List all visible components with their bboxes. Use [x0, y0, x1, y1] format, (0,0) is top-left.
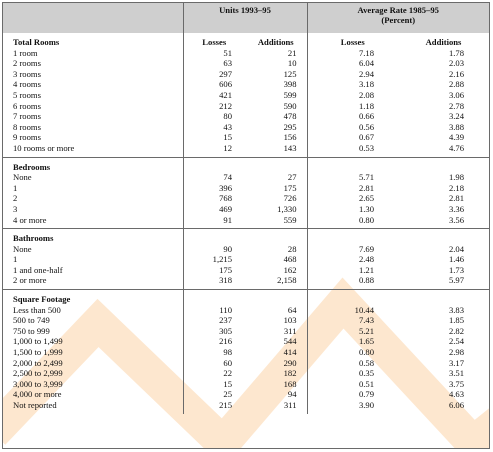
header-blank-cell: [3, 3, 183, 33]
rate-losses-cell: 2.81: [307, 183, 398, 194]
row-label: Less than 500: [13, 304, 61, 315]
rate-additions-cell: 2.81: [448, 193, 464, 204]
empty-cell: [183, 157, 245, 172]
section-title-row: [3, 33, 489, 48]
units-additions-cell: 726: [283, 193, 297, 204]
units-losses-cell: 215: [183, 400, 245, 414]
table-row: [3, 79, 489, 90]
rate-additions-cell: 2.78: [448, 100, 464, 111]
rate-additions-cell: 3.56: [448, 214, 464, 225]
units-additions-cell: 398: [283, 79, 297, 90]
rate-additions-cell: 5.97: [448, 275, 464, 286]
rate-losses-cell: 7.43: [307, 315, 398, 326]
table-row: [3, 183, 489, 194]
rate-additions-cell: 3.17: [448, 357, 464, 368]
units-losses-cell: 175: [183, 265, 245, 276]
rate-additions-cell: 6.06: [448, 400, 464, 410]
units-additions-cell: 182: [283, 368, 297, 379]
rate-losses-cell: 0.56: [307, 122, 398, 133]
units-losses-cell: 110: [183, 305, 245, 316]
units-additions-cell: 311: [283, 325, 297, 336]
rate-additions-cell: 2.16: [448, 68, 464, 79]
row-label: 10 rooms or more: [13, 142, 75, 153]
units-losses-cell: 51: [183, 48, 245, 59]
rate-header: [307, 3, 489, 33]
row-label: 3: [13, 203, 18, 214]
row-label: 1 and one-half: [13, 264, 63, 275]
section-title-row: [3, 157, 489, 172]
units-additions-cell: 125: [283, 68, 297, 79]
units-losses-cell: 396: [183, 183, 245, 194]
table-row: [3, 172, 489, 183]
rate-losses-cell: 7.18: [307, 48, 398, 59]
rate-losses-cell: 0.51: [307, 379, 398, 390]
table-row: [3, 122, 489, 133]
rate-additions-cell: 3.24: [448, 111, 464, 122]
units-losses-cell: 297: [183, 69, 245, 80]
section-title-row: [3, 229, 489, 244]
section-title-row: [3, 290, 489, 305]
table-row: [3, 204, 489, 215]
rate-losses-cell: 2.08: [307, 90, 398, 101]
units-additions-cell: 599: [283, 89, 297, 100]
empty-cell: [245, 229, 307, 244]
row-label: 3 rooms: [13, 68, 41, 79]
data-table-frame: [2, 2, 490, 449]
table-row: [3, 389, 489, 400]
units-additions-cell: 28: [287, 243, 297, 254]
table-row: [3, 379, 489, 390]
empty-cell: [307, 157, 398, 172]
rate-losses-cell: 1.30: [307, 204, 398, 215]
row-label: Not reported: [13, 400, 57, 410]
units-additions-cell: 468: [283, 254, 297, 265]
rate-additions-cell: 2.88: [448, 79, 464, 90]
empty-cell: [183, 229, 245, 244]
empty-cell: [398, 290, 489, 305]
units-additions-cell: 311: [283, 400, 297, 410]
units-additions-cell: 21: [287, 47, 297, 58]
empty-cell: [398, 157, 489, 172]
table-body: [3, 33, 489, 414]
row-label: 5 rooms: [13, 89, 41, 100]
row-label: 4 or more: [13, 214, 47, 225]
units-losses-cell: 98: [183, 347, 245, 358]
rate-losses-cell: 5.71: [307, 172, 398, 183]
rate-losses-cell: 7.69: [307, 244, 398, 255]
table-row: [3, 315, 489, 326]
table-row: [3, 400, 489, 414]
rate-losses-cell: 2.94: [307, 69, 398, 80]
row-label: 8 rooms: [13, 121, 41, 132]
row-label: 2,500 to 2,999: [13, 368, 63, 379]
units-additions-cell: 103: [283, 315, 297, 326]
rate-additions-cell: 1.46: [448, 254, 464, 265]
rate-additions-cell: 4.76: [448, 142, 464, 153]
units-additions-cell: 2,158: [277, 275, 297, 286]
housing-losses-additions-table: [3, 3, 489, 414]
rate-additions-cell: 1.78: [448, 47, 464, 58]
rate-losses-cell: 0.88: [307, 275, 398, 289]
table-row: [3, 111, 489, 122]
section-title: Square Footage: [3, 290, 183, 305]
rate-additions-column-header: Additions: [425, 36, 462, 47]
rate-losses-cell: 1.21: [307, 265, 398, 276]
row-label: 1: [13, 182, 18, 193]
row-label: 500 to 749: [13, 315, 50, 326]
units-additions-cell: 478: [283, 111, 297, 122]
units-header: [183, 3, 307, 33]
table-row: [3, 275, 489, 289]
units-additions-cell: 168: [283, 378, 297, 389]
rate-losses-cell: 0.66: [307, 111, 398, 122]
table-row: [3, 244, 489, 255]
table-row: [3, 265, 489, 276]
rate-additions-cell: 1.73: [448, 264, 464, 275]
table-row: [3, 193, 489, 204]
units-additions-cell: 590: [283, 100, 297, 111]
units-losses-cell: 15: [183, 379, 245, 390]
units-losses-cell: 216: [183, 336, 245, 347]
units-losses-cell: 606: [183, 79, 245, 90]
units-losses-cell: 1,215: [183, 254, 245, 265]
rate-additions-cell: 2.98: [448, 347, 464, 358]
empty-cell: [307, 229, 398, 244]
section-title: Bathrooms: [3, 229, 183, 244]
row-label: 3,000 to 3,999: [13, 378, 63, 389]
rate-additions-cell: 4.39: [448, 132, 464, 143]
rate-losses-cell: 0.80: [307, 215, 398, 229]
units-losses-cell: 22: [183, 368, 245, 379]
rate-additions-cell: 1.85: [448, 315, 464, 326]
rate-losses-cell: 6.04: [307, 58, 398, 69]
rate-losses-cell: 0.79: [307, 389, 398, 400]
table-row: [3, 132, 489, 143]
units-additions-cell: 544: [283, 336, 297, 347]
rate-losses-cell: 0.80: [307, 347, 398, 358]
units-additions-cell: 162: [283, 264, 297, 275]
row-label: 1,500 to 1,999: [13, 347, 63, 358]
rate-additions-cell: 2.18: [448, 182, 464, 193]
empty-cell: [307, 290, 398, 305]
empty-cell: [398, 229, 489, 244]
row-label: 4 rooms: [13, 79, 41, 90]
table-row: [3, 215, 489, 229]
table-row: [3, 368, 489, 379]
rate-additions-cell: 3.06: [448, 89, 464, 100]
units-losses-cell: 15: [183, 132, 245, 143]
units-losses-cell: 237: [183, 315, 245, 326]
units-losses-cell: 43: [183, 122, 245, 133]
units-losses-cell: 91: [183, 215, 245, 229]
units-losses-cell: 318: [183, 275, 245, 289]
table-row: [3, 101, 489, 112]
units-additions-cell: 175: [283, 182, 297, 193]
units-additions-cell: 290: [283, 357, 297, 368]
rate-losses-cell: 0.53: [307, 143, 398, 157]
section-title: Total Rooms: [13, 37, 60, 47]
units-additions-cell: 94: [287, 389, 297, 400]
row-label: 2,000 to 2,499: [13, 357, 63, 368]
row-label: 2 or more: [13, 275, 47, 286]
rate-header-title-line1: Average Rate 1985–95: [357, 5, 439, 15]
row-label: 750 to 999: [13, 325, 50, 336]
rate-additions-cell: 2.82: [448, 325, 464, 336]
section-title: Bedrooms: [3, 157, 183, 172]
row-label: 6 rooms: [13, 100, 41, 111]
table-row: [3, 90, 489, 101]
table-row: [3, 358, 489, 369]
units-additions-column-header: Additions: [257, 36, 294, 47]
units-losses-cell: 74: [183, 172, 245, 183]
table-row: [3, 58, 489, 69]
rate-additions-cell: 4.63: [448, 389, 464, 400]
empty-cell: [183, 290, 245, 305]
table-row: [3, 254, 489, 265]
rate-header-title-line2: (Percent): [381, 15, 416, 25]
table-row: [3, 347, 489, 358]
row-label: 1: [13, 254, 18, 265]
table-row: [3, 143, 489, 157]
units-losses-cell: 25: [183, 389, 245, 400]
row-label: 2: [13, 193, 18, 204]
rate-additions-cell: 3.51: [448, 368, 464, 379]
rate-additions-cell: 3.83: [448, 304, 464, 315]
table-row: [3, 326, 489, 337]
units-additions-cell: 156: [283, 132, 297, 143]
row-label: 1,000 to 1,499: [13, 336, 63, 347]
rate-additions-cell: 2.03: [448, 58, 464, 69]
units-additions-cell: 559: [283, 214, 297, 225]
units-additions-cell: 1,330: [277, 203, 297, 214]
row-label: None: [13, 243, 32, 254]
units-losses-column-header: Losses: [183, 33, 245, 48]
row-label: 1 room: [13, 47, 38, 58]
rate-additions-cell: 3.88: [448, 121, 464, 132]
rate-losses-cell: 2.65: [307, 193, 398, 204]
rate-additions-cell: 2.04: [448, 243, 464, 254]
rate-losses-cell: 0.35: [307, 368, 398, 379]
rate-losses-cell: 1.65: [307, 336, 398, 347]
units-losses-cell: 12: [183, 143, 245, 157]
row-label: 2 rooms: [13, 58, 41, 69]
units-losses-cell: 421: [183, 90, 245, 101]
table-row: [3, 69, 489, 80]
table-row: [3, 48, 489, 59]
rate-losses-cell: 3.18: [307, 79, 398, 90]
empty-cell: [245, 157, 307, 172]
empty-cell: [245, 290, 307, 305]
rate-losses-cell: 3.90: [307, 400, 398, 414]
row-label: 9 rooms: [13, 132, 41, 143]
units-losses-cell: 305: [183, 326, 245, 337]
units-losses-cell: 90: [183, 244, 245, 255]
row-label: 4,000 or more: [13, 389, 62, 400]
units-additions-cell: 295: [283, 121, 297, 132]
units-losses-cell: 80: [183, 111, 245, 122]
rate-additions-cell: 2.54: [448, 336, 464, 347]
rate-losses-cell: 0.67: [307, 132, 398, 143]
units-losses-cell: 212: [183, 101, 245, 112]
rate-losses-cell: 2.48: [307, 254, 398, 265]
units-additions-cell: 64: [287, 304, 297, 315]
units-additions-cell: 143: [283, 142, 297, 153]
units-additions-cell: 27: [287, 172, 297, 183]
rate-additions-cell: 3.36: [448, 203, 464, 214]
rate-losses-cell: 5.21: [307, 326, 398, 337]
units-losses-cell: 60: [183, 358, 245, 369]
units-additions-cell: 10: [287, 58, 297, 69]
rate-additions-cell: 3.75: [448, 378, 464, 389]
units-additions-cell: 414: [283, 347, 297, 358]
rate-losses-column-header: Losses: [307, 33, 398, 48]
rate-additions-cell: 1.98: [448, 172, 464, 183]
row-label: None: [13, 172, 32, 183]
table-row: [3, 336, 489, 347]
row-label: 7 rooms: [13, 111, 41, 122]
units-losses-cell: 469: [183, 204, 245, 215]
units-losses-cell: 63: [183, 58, 245, 69]
rate-losses-cell: 10.44: [307, 305, 398, 316]
units-losses-cell: 768: [183, 193, 245, 204]
table-row: [3, 305, 489, 316]
rate-losses-cell: 0.58: [307, 358, 398, 369]
rate-losses-cell: 1.18: [307, 101, 398, 112]
units-header-title: Units 1993–95: [219, 5, 271, 15]
